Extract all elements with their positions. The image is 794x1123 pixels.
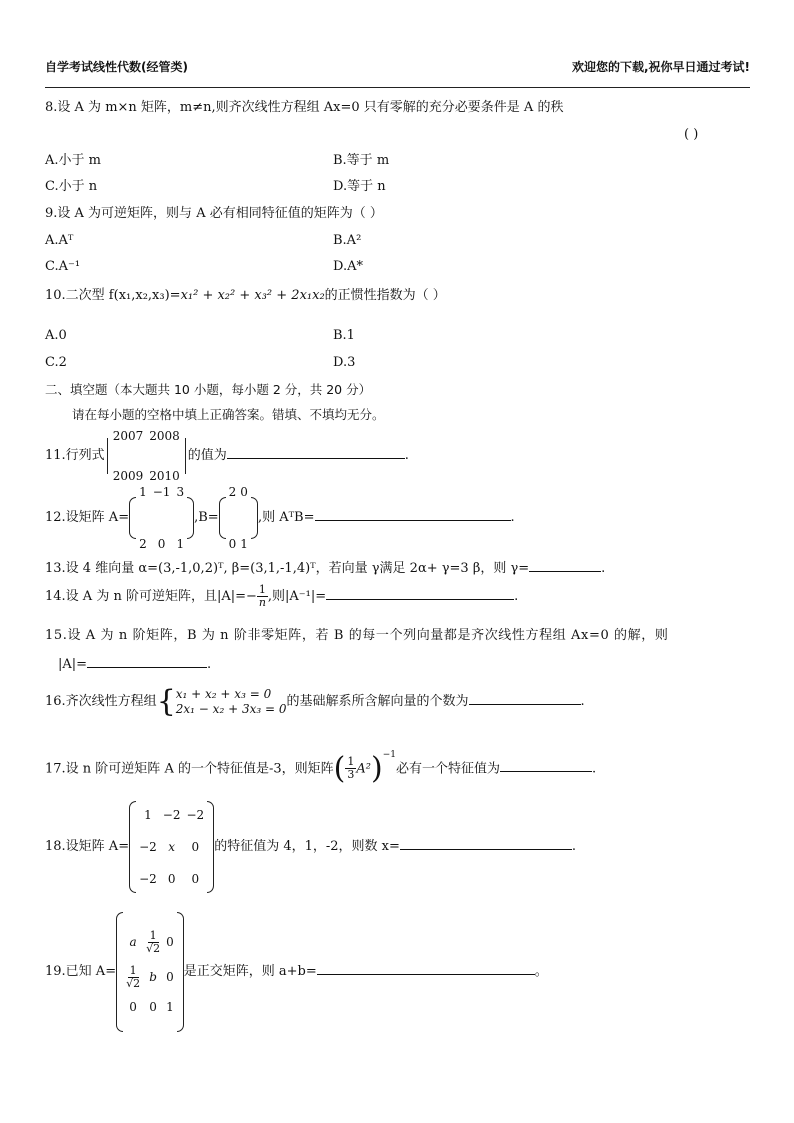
matrix-cell: 0 — [166, 935, 174, 949]
matrix-cell: 1 — [176, 536, 185, 551]
q19-prefix: 19.已知 A= — [45, 964, 117, 979]
q13: 13.设 4 维向量 α=(3,-1,0,2)ᵀ, β=(3,1,-1,4)ᵀ，若向量 γ满足 2α+ γ=3 β，则 γ= . — [45, 561, 606, 576]
q15-answer-blank[interactable] — [87, 655, 207, 668]
fraction-denominator: 3 — [347, 768, 355, 782]
q8-option-a: A.小于 m — [45, 153, 101, 168]
matrix-cell: 1 — [166, 999, 174, 1014]
matrix-cell: 0 — [166, 970, 174, 984]
matrix-cell: 0 — [228, 536, 237, 551]
matrix-cell: 0 — [157, 536, 166, 551]
matrix-cell: 0 — [129, 999, 137, 1014]
q10-prefix: 10.二次型 f(x₁,x₂,x₃)= — [45, 288, 181, 303]
matrix-cell: −2 — [162, 807, 181, 822]
paren-right — [251, 497, 258, 539]
q12-matrix-b — [219, 484, 258, 551]
q9-option-b: B.A² — [333, 233, 362, 248]
fraction-numerator: 1 — [149, 928, 157, 942]
q16-system — [156, 683, 287, 719]
paren-left — [116, 912, 123, 1032]
q19-answer-blank[interactable] — [317, 962, 535, 975]
q15-line1: 15.设 A 为 n 阶矩阵，B 为 n 阶非零矩阵，若 B 的每一个列向量都是齐次线性方程组 Ax=0 的解，则 — [45, 628, 669, 643]
matrix-cell: 0 — [240, 484, 248, 499]
q18-prefix: 18.设矩阵 A= — [45, 839, 130, 854]
matrix-cell: 3 — [176, 484, 185, 499]
det-left-bar — [107, 438, 108, 474]
fraction-denominator: n — [258, 596, 266, 609]
q9-option-c: C.A⁻¹ — [45, 259, 81, 274]
equation-2: 2x₁ − x₂ + 3x₃ = 0 — [175, 701, 287, 716]
det-cell: 2010 — [149, 468, 180, 483]
fraction-numerator: 1 — [347, 755, 355, 769]
q10-suffix: 的正惯性指数为（ ） — [324, 288, 446, 303]
q8-stem: 8.设 A 为 m×n 矩阵，m≠n,则齐次线性方程组 Ax=0 只有零解的充分必要条件是 A 的秩 — [45, 100, 564, 115]
q11-answer-blank[interactable] — [227, 446, 405, 459]
q10-option-c: C.2 — [45, 355, 67, 370]
q14-answer-blank[interactable] — [326, 587, 514, 600]
q9-option-a: A.Aᵀ — [45, 233, 74, 248]
det-right-bar — [185, 438, 186, 474]
q12-matrix-a — [129, 484, 194, 551]
matrix-cell — [126, 965, 140, 990]
matrix-cell: 0 — [191, 839, 200, 854]
q19-suffix: 是正交矩阵，则 a+b= — [183, 964, 317, 979]
header-divider — [45, 87, 750, 88]
q18-matrix — [129, 801, 214, 893]
q19-matrix — [116, 912, 184, 1032]
matrix-cell: 1 — [139, 484, 147, 499]
matrix-cell: 2 — [228, 484, 237, 499]
matrix-cell: 1 — [240, 536, 248, 551]
q14-fraction — [257, 584, 268, 609]
paren-right — [177, 912, 184, 1032]
q12-answer-blank[interactable] — [315, 508, 511, 521]
q19 — [45, 910, 548, 1034]
left-brace: { — [156, 683, 176, 719]
q16-prefix: 16.齐次线性方程组 — [45, 694, 157, 709]
q10-quadratic-form: x₁² + x₂² + x₃² + 2x₁x₂ — [180, 288, 325, 303]
section-instruction: 请在每小题的空格中填上正确答案。错填、不填均无分。 — [72, 407, 385, 422]
q16: 16.齐次线性方程组 { x₁ + x₂ + x₃ = 0 2x₁ − x₂ + 3x₃ = 0 的基础解系所含解向量的个数为 . — [45, 683, 585, 719]
matrix-cell: a — [129, 935, 137, 949]
q15-line2: |A|= . — [58, 657, 212, 672]
q9-option-d: D.A* — [333, 259, 363, 274]
matrix-cell: 0 — [167, 871, 176, 886]
matrix-cell: −2 — [186, 807, 205, 822]
q11-suffix: 的值为 — [187, 448, 227, 463]
q12: 12.设矩阵 A= 1 −1 3 2 0 1 ,B= 2 0 0 1 ,则 AᵀB= . — [45, 496, 515, 540]
det-cell: 2009 — [112, 468, 144, 483]
q12-prefix: 12.设矩阵 A= — [45, 510, 130, 525]
q13-answer-blank[interactable] — [529, 559, 601, 572]
q14-prefix: 14.设 A 为 n 阶可逆矩阵，且|A|=− — [45, 589, 257, 604]
equation-rows — [176, 687, 287, 717]
q15-prefix: |A|= — [58, 657, 88, 672]
matrix-cell: −1 — [152, 484, 171, 499]
paren-right: ) — [370, 750, 383, 786]
matrix-cell: b — [149, 970, 157, 984]
q11: 11.行列式 2007 2008 2009 2010 的值为 . — [45, 437, 409, 475]
matrix-cells — [123, 930, 177, 1014]
q13-stem: 13.设 4 维向量 α=(3,-1,0,2)ᵀ, β=(3,1,-1,4)ᵀ，若向量 γ满足 2α+ γ=3 β，则 γ= — [45, 561, 530, 576]
q17: 17.设 n 阶可逆矩阵 A 的一个特征值是-3，则矩阵( $\frac{1}{3}$ A²)$^{-1}$必有一个特征值为 . — [45, 750, 597, 786]
q17-fraction — [345, 756, 356, 781]
matrix-cell: x — [168, 839, 176, 854]
header-right: 欢迎您的下载,祝你早日通过考试! — [571, 60, 750, 74]
fraction-denominator: √2 — [146, 941, 161, 955]
q10-option-a: A.0 — [45, 328, 67, 343]
det-cell: 2008 — [149, 428, 180, 443]
matrix-cells — [226, 470, 251, 566]
q17-suffix: 必有一个特征值为 — [395, 761, 500, 777]
paren-left: ( — [333, 750, 346, 786]
matrix-cells — [136, 470, 187, 566]
q17-prefix: 17.设 n 阶可逆矩阵 A 的一个特征值是-3，则矩阵 — [45, 761, 334, 777]
section-title: 二、填空题（本大题共 10 小题，每小题 2 分，共 20 分） — [45, 382, 372, 397]
q9-stem: 9.设 A 为可逆矩阵，则与 A 必有相同特征值的矩阵为（ ） — [45, 206, 383, 221]
q14-suffix: ,则|A⁻¹|= — [267, 589, 327, 604]
fraction-denominator: √2 — [126, 976, 141, 990]
fraction-numerator: 1 — [129, 963, 137, 977]
equation-1: x₁ + x₂ + x₃ = 0 — [175, 686, 272, 701]
q17-base: A² — [356, 761, 371, 777]
matrix-cell: 2 — [139, 536, 147, 551]
header-left: 自学考试线性代数(经管类) — [45, 60, 188, 74]
q12-mid: ,B= — [194, 510, 219, 525]
matrix-cell: −2 — [139, 839, 157, 854]
q10-option-d: D.3 — [333, 355, 356, 370]
q8-answer-paren: ( ) — [684, 127, 699, 142]
q8-option-b: B.等于 m — [333, 153, 390, 168]
q8-option-c: C.小于 n — [45, 179, 98, 194]
q18: 18.设矩阵 A= 1 −2 −2 −2 x 0 −2 0 0 的特征值为 4，1，-2，则数 x= . — [45, 800, 576, 894]
q12-suffix: ,则 AᵀB= — [257, 510, 315, 525]
q11-determinant — [105, 428, 188, 483]
paren-left — [129, 497, 136, 539]
q10-option-b: B.1 — [333, 328, 355, 343]
q18-answer-blank[interactable] — [400, 837, 572, 850]
matrix-cell: 0 — [191, 871, 200, 886]
q8-option-d: D.等于 n — [333, 179, 386, 194]
q17-exponent: −1 — [382, 750, 396, 760]
matrix-cell: 1 — [144, 807, 152, 822]
q11-prefix: 11.行列式 — [45, 448, 105, 463]
q10-stem — [45, 287, 446, 305]
paren-left — [219, 497, 226, 539]
fraction-numerator: 1 — [258, 583, 266, 596]
q17-answer-blank[interactable] — [500, 759, 592, 772]
matrix-cell: 0 — [149, 999, 157, 1014]
matrix-cells — [136, 806, 207, 888]
det-cell: 2007 — [112, 428, 144, 443]
q16-answer-blank[interactable] — [469, 692, 581, 705]
paren-left — [129, 801, 136, 893]
q18-suffix: 的特征值为 4，1，-2，则数 x= — [214, 839, 400, 854]
q19-end: 。 — [534, 964, 548, 979]
q14: 14.设 A 为 n 阶可逆矩阵，且|A|=− $\frac{1}{n}$ ,则|A⁻¹|= . — [45, 583, 519, 609]
q16-suffix: 的基础解系所含解向量的个数为 — [286, 694, 469, 709]
matrix-cell — [146, 930, 160, 955]
matrix-cell: −2 — [139, 871, 157, 886]
